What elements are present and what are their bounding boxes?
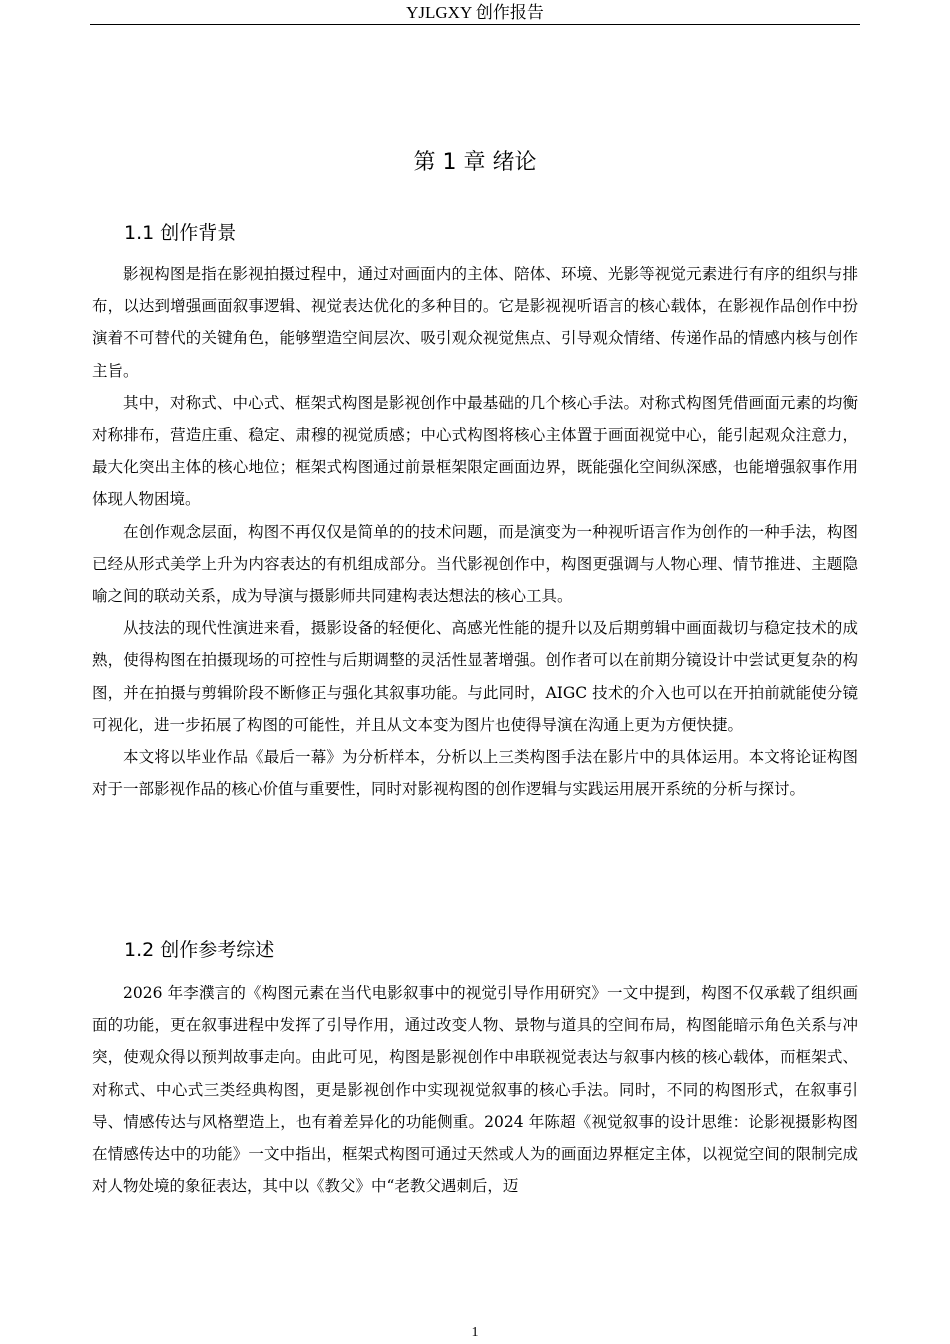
paragraph: 本文将以毕业作品《最后一幕》为分析样本，分析以上三类构图手法在影片中的具体运用。本文将论证构图对于一部影视作品的核心价值与重要性，同时对影视构图的创作逻辑与实践运用展开系统的分析与探讨。 — [92, 748, 858, 799]
section-title-references: 1.2 创作参考综述 — [124, 939, 275, 961]
chapter-title: 第 1 章 绪论 — [413, 150, 537, 175]
running-header: YJLGXY 创作报告 — [90, 2, 860, 25]
paragraph: 其中，对称式、中心式、框架式构图是影视创作中最基础的几个核心手法。对称式构图凭借画面元素的均衡对称排布，营造庄重、稳定、肃穆的视觉质感；中心式构图将核心主体置于画面视觉中心，能引起观众注意力，最大化突出主体的核心地位；框架式构图通过前景框架限定画面边界，既能强化空间纵深感，也能增强叙事作用体现人物困境。 — [92, 393, 858, 509]
paragraph: 从技法的现代性演进来看，摄影设备的轻便化、高感光性能的提升以及后期剪辑中画面裁切与稳定技术的成熟，使得构图在拍摄现场的可控性与后期调整的灵活性显著增强。创作者可以在前期分镜设计中尝试更复杂的构图，并在拍摄与剪辑阶段不断修正与强化其叙事功能。与此同时，AIGC 技术的介入也可以在开拍前就能使分镜可视化，进一步拓展了构图的可能性，并且从文本变为图片也使得导演在沟通上更为方便快捷。 — [92, 619, 858, 734]
section-title-background: 1.1 创作背景 — [124, 222, 237, 244]
section-body-references — [92, 977, 858, 1237]
paragraph: 2026 年李濮言的《构图元素在当代电影叙事中的视觉引导作用研究》一文中提到，构图不仅承载了组织画面的功能，更在叙事进程中发挥了引导作用，通过改变人物、景物与道具的空间布局，构图能暗示角色关系与冲突，使观众得以预判故事走向。由此可见，构图是影视创作中串联视觉表达与叙事内核的核心载体，而框架式、对称式、中心式三类经典构图，更是影视创作中实现视觉叙事的核心手法。同时，不同的构图形式，在叙事引导、情感传达与风格塑造上，也有着差异化的功能侧重。2024 年陈超《视觉叙事的设计思维：论影视摄影构图在情感传达中的功能》一文中指出，框架式构图可通过天然或人为的画面边界框定主体，以视觉空间的限制完成对人物处境的象征表达，其中以《教父》中“老教父遇刺后，迈 — [92, 984, 858, 1196]
section-body-background — [92, 258, 858, 805]
paragraph: 在创作观念层面，构图不再仅仅是简单的的技术问题，而是演变为一种视听语言作为创作的一种手法，构图已经从形式美学上升为内容表达的有机组成部分。当代影视创作中，构图更强调与人物心理、情节推进、主题隐喻之间的联动关系，成为导演与摄影师共同建构表达想法的核心工具。 — [92, 522, 858, 606]
page-number: 1 — [471, 1325, 479, 1340]
paragraph: 影视构图是指在影视拍摄过程中，通过对画面内的主体、陪体、环境、光影等视觉元素进行有序的组织与排布，以达到增强画面叙事逻辑、视觉表达优化的多种目的。它是影视视听语言的核心载体，在影视作品创作中扮演着不可替代的关键角色，能够塑造空间层次、吸引观众视觉焦点、引导观众情绪、传递作品的情感内核与创作主旨。 — [92, 265, 858, 380]
